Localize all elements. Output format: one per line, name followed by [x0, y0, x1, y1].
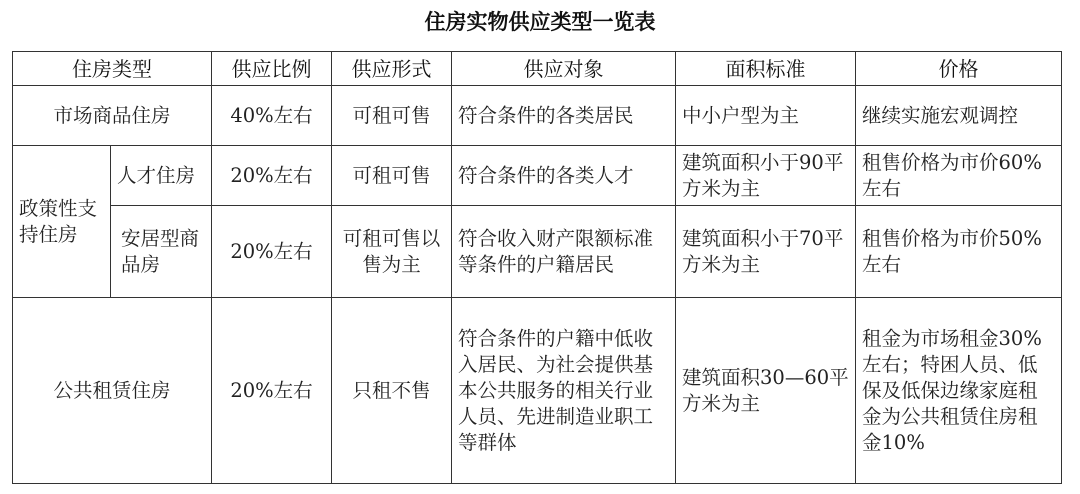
header-price: 价格: [856, 52, 1062, 86]
price-cell: 租售价格为市价50%左右: [856, 206, 1062, 298]
supply-target-cell: 符合条件的户籍中低收入居民、为社会提供基本公共服务的相关行业人员、先进制造业职工等群体: [452, 298, 676, 484]
housing-supply-table: [12, 51, 1062, 484]
supply-ratio-cell: 20%左右: [212, 206, 332, 298]
supply-form-cell: 可租可售以售为主: [332, 206, 452, 298]
header-supply-form: 供应形式: [332, 52, 452, 86]
supply-form-cell: 可租可售: [332, 86, 452, 146]
header-area-standard: 面积标准: [676, 52, 856, 86]
supply-form-cell: 只租不售: [332, 298, 452, 484]
housing-type-cell: 人才住房: [111, 146, 212, 206]
price-cell: 租金为市场租金30%左右；特困人员、低保及低保边缘家庭租金为公共租赁住房租金10%: [856, 298, 1062, 484]
policy-housing-group-label: 政策性支持住房: [13, 146, 111, 298]
supply-ratio-cell: 40%左右: [212, 86, 332, 146]
area-standard-cell: 建筑面积小于90平方米为主: [676, 146, 856, 206]
housing-type-cell: 安居型商品房: [111, 206, 212, 298]
area-standard-cell: 建筑面积小于70平方米为主: [676, 206, 856, 298]
table-title: 住房实物供应类型一览表: [424, 10, 656, 34]
area-standard-cell: 建筑面积30—60平方米为主: [676, 298, 856, 484]
supply-ratio-cell: 20%左右: [212, 298, 332, 484]
supply-ratio-cell: 20%左右: [212, 146, 332, 206]
price-cell: 继续实施宏观调控: [856, 86, 1062, 146]
header-housing-type: 住房类型: [13, 52, 212, 86]
header-supply-target: 供应对象: [452, 52, 676, 86]
table-row: [13, 146, 1062, 206]
supply-form-cell: 可租可售: [332, 146, 452, 206]
price-cell: 租售价格为市价60%左右: [856, 146, 1062, 206]
supply-target-cell: 符合条件的各类人才: [452, 146, 676, 206]
header-supply-ratio: 供应比例: [212, 52, 332, 86]
supply-target-cell: 符合条件的各类居民: [452, 86, 676, 146]
area-standard-cell: 中小户型为主: [676, 86, 856, 146]
table-row: [13, 206, 1062, 298]
table-header-row: [13, 52, 1062, 86]
table-row: [13, 298, 1062, 484]
supply-target-cell: 符合收入财产限额标准等条件的户籍居民: [452, 206, 676, 298]
table-row: [13, 86, 1062, 146]
housing-type-cell: 公共租赁住房: [13, 298, 212, 484]
housing-type-cell: 市场商品住房: [13, 86, 212, 146]
